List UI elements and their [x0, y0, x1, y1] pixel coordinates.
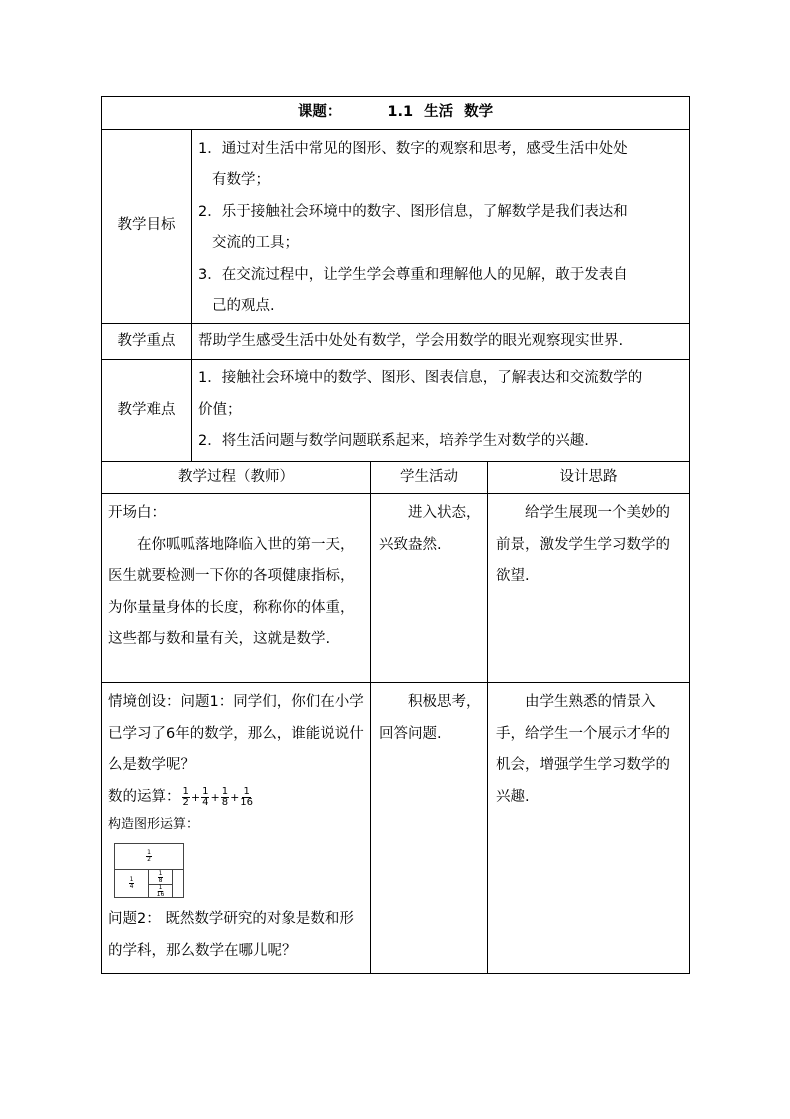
fraction-area-diagram	[114, 843, 184, 898]
process-row-1	[102, 494, 690, 683]
difficulty-item-1-cont: 价值；	[198, 401, 242, 418]
fraction-eighth: $\frac{1}{8}$	[221, 785, 229, 808]
opening-text: 在你呱呱落地降临入世的第一天，医生就要检测一下你的各项健康指标，为你量量身体的长度，称称你的体重，这些都与数和量有关，这就是数学.	[108, 536, 355, 647]
difficulty-item-1: 1．接触社会环境中的数学、图形、图表信息，了解表达和交流数学的	[198, 370, 643, 386]
plus-sign: +	[190, 790, 201, 804]
sixteenth-region: 1 16	[149, 885, 173, 897]
goal-item-2: 2．乐于接触社会环境中的数字、图形信息，了解数学是我们表达和	[198, 203, 628, 220]
design-text-1: 给学生展现一个美妙的前景，激发学生学习数学的欲望.	[496, 505, 670, 584]
goal-item-3: 3．在交流过程中，让学生学会尊重和理解他人的见解，敢于发表自	[198, 266, 628, 283]
lesson-plan-table	[101, 96, 690, 974]
design-cell-2	[488, 683, 690, 974]
focus-content: 帮助学生感受生活中处处有数学，学会用数学的眼光观察现实世界.	[192, 323, 690, 360]
title-label: 课题：	[297, 104, 342, 120]
design-cell-1	[488, 494, 690, 683]
goals-label: 教学目标	[102, 129, 192, 323]
title-text: 1.1 生活 数学	[387, 104, 494, 120]
process-row-2	[102, 683, 690, 974]
quarter-region: 1 4	[115, 870, 149, 897]
header-process: 教学过程（教师）	[102, 461, 371, 494]
opening-title: 开场白：	[108, 505, 166, 521]
header-design: 设计思路	[488, 461, 690, 494]
fraction-sixteenth: $\frac{1}{16}$	[240, 785, 254, 808]
goals-content	[192, 129, 690, 323]
process-cell-2	[102, 683, 371, 974]
figure-label: 构造图形运算：	[108, 817, 200, 832]
focus-row	[102, 323, 690, 360]
goal-item-1: 1．通过对生活中常见的图形、数字的观察和思考，感受生活中处处	[198, 140, 628, 157]
eighth-region: 1 8	[149, 870, 173, 885]
scenario-text: 情境创设：问题1：同学们，你们在小学已学习了6年的数学，那么，谁能说说什么是数学呢？	[108, 694, 364, 773]
goals-row	[102, 129, 690, 323]
fraction-quarter: $\frac{1}{4}$	[202, 785, 209, 808]
focus-label: 教学重点	[102, 323, 192, 360]
question-2-text: 问题2： 既然数学研究的对象是数和形的学科，那么数学在哪儿呢？	[108, 911, 354, 959]
half-region: 1 2	[115, 844, 183, 870]
number-operation-line	[108, 782, 364, 814]
fraction-half: 1 2	[182, 785, 189, 808]
goal-item-2-cont: 交流的工具；	[212, 235, 299, 251]
design-text-2: 由学生熟悉的情景入手，给学生一个展示才华的机会，增强学生学习数学的兴趣.	[496, 694, 670, 805]
activity-text-2: 积极思考，回答问题.	[379, 694, 481, 742]
calc-label: 数的运算：	[108, 788, 181, 805]
difficulty-label: 教学难点	[102, 360, 192, 462]
difficulty-content	[192, 360, 690, 462]
process-cell-1	[102, 494, 371, 683]
header-activity: 学生活动	[371, 461, 488, 494]
goal-item-1-cont: 有数学；	[212, 172, 270, 188]
difficulty-row	[102, 360, 690, 462]
activity-cell-2	[371, 683, 488, 974]
title-cell	[102, 97, 690, 130]
activity-text-1: 进入状态，兴致盎然.	[379, 505, 481, 553]
goal-item-3-cont: 己的观点.	[212, 298, 275, 314]
header-row	[102, 461, 690, 494]
title-row	[102, 97, 690, 130]
difficulty-item-2: 2．将生活问题与数学问题联系起来，培养学生对数学的兴趣.	[198, 433, 589, 449]
activity-cell-1	[371, 494, 488, 683]
plus-sign: +	[230, 790, 240, 804]
plus-sign: +	[210, 790, 220, 804]
